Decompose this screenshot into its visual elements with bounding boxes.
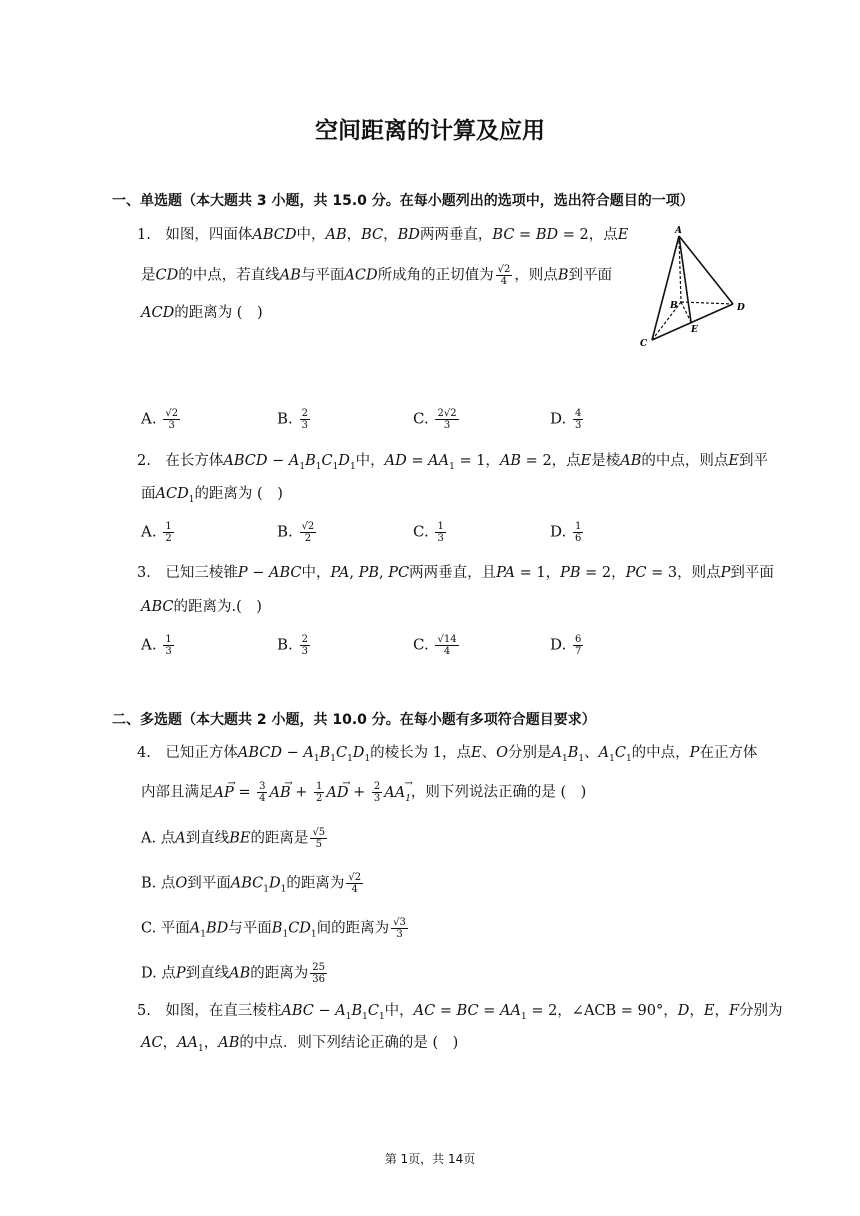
question-4-option-b[interactable]: B. 点O到平面$ABC_1D_1$的距离为 $\frac{√2}{4}$ bbox=[141, 872, 362, 895]
section-heading-single-choice: 一、单选题（本大题共 3 小题，共 15.0 分。在每小题列出的选项中，选出符合题目的一项） bbox=[112, 193, 694, 209]
question-4-line-2: 内部且满足→ AP = $\frac{3}{4}$ → AB + $\frac{1}{2}$ → AD + $\frac{2}{3}$ → $AA_1$，则下列说法正确的是 ( ) bbox=[141, 781, 586, 808]
question-2-option-d[interactable]: D. $\frac{1}{6}$ bbox=[550, 521, 582, 544]
page-footer: 第 1页，共 14页 bbox=[384, 1152, 476, 1166]
question-4-line-1: 4. 已知正方体ABCD − $A_1B_1C_1D_1$的棱长为 1，点E、O分别是$A_1B_1$、$A_1C_1$的中点，P在正方体 bbox=[137, 745, 758, 764]
question-5-line-2: AC，$AA_1$，AB的中点．则下列结论正确的是 ( ) bbox=[141, 1035, 459, 1054]
section-heading-multiple-choice: 二、多选题（本大题共 2 小题，共 10.0 分。在每小题有多项符合题目要求） bbox=[112, 712, 596, 728]
question-1-option-b[interactable]: B. $\frac{2}{3}$ bbox=[277, 408, 308, 431]
question-5-line-1: 5. 如图，在直三棱柱ABC − $A_1B_1C_1$中，AC = BC = $AA_1 = 2$，∠ACB = 90°，D，E，F分别为 bbox=[137, 1003, 783, 1022]
question-3-option-b[interactable]: B. $\frac{2}{3}$ bbox=[277, 634, 308, 657]
question-2-line-1: 2. 在长方体ABCD − $A_1B_1C_1D_1$中，AD = $AA_1 = 1$，AB = 2，点E是棱AB的中点，则点E到平 bbox=[137, 453, 768, 472]
question-1-line-1: 1. 如图，四面体ABCD中，AB，BC，BD两两垂直，BC = BD = 2，点E bbox=[137, 227, 629, 243]
svg-text:A: A bbox=[675, 226, 682, 236]
question-2-option-a[interactable]: A. $\frac{1}{2}$ bbox=[141, 521, 172, 544]
question-2-line-2: 面$ACD_1$的距离为 ( ) bbox=[141, 486, 283, 505]
question-3-line-2: ABC的距离为.( ) bbox=[141, 599, 262, 615]
svg-text:E: E bbox=[691, 325, 698, 335]
question-1-line-3: ACD的距离为 ( ) bbox=[141, 305, 263, 321]
question-2-option-c[interactable]: C. $\frac{1}{3}$ bbox=[413, 521, 444, 544]
question-4-option-c[interactable]: C. 平面$A_1BD$与平面$B_1CD_1$间的距离为 $\frac{√3}{3}$ bbox=[141, 917, 406, 940]
question-3-option-c[interactable]: C. $\frac{√14}{4}$ bbox=[413, 634, 457, 657]
svg-text:D: D bbox=[737, 303, 745, 313]
svg-text:B: B bbox=[670, 301, 678, 311]
question-3-option-a[interactable]: A. $\frac{1}{3}$ bbox=[141, 634, 172, 657]
question-3-line-1: 3. 已知三棱锥P − ABC中，PA, PB, PC两两垂直，且PA = 1，PB = 2，PC = 3，则点P到平面 bbox=[137, 565, 774, 581]
question-3-option-d[interactable]: D. $\frac{6}{7}$ bbox=[550, 634, 582, 657]
question-1-line-2: 是CD的中点，若直线AB与平面ACD所成角的正切值为 $\frac{√2}{4}$ ，则点B到平面 bbox=[141, 264, 612, 287]
tetrahedron-figure bbox=[636, 222, 756, 350]
question-1-option-a[interactable]: A. $\frac{√2}{3}$ bbox=[141, 408, 179, 431]
question-1-option-c[interactable]: C. $\frac{2√2}{3}$ bbox=[413, 408, 457, 431]
question-1-option-d[interactable]: D. $\frac{4}{3}$ bbox=[550, 408, 582, 431]
page-title: 空间距离的计算及应用 bbox=[315, 118, 545, 144]
question-4-option-a[interactable]: A. 点A到直线BE的距离是 $\frac{√5}{5}$ bbox=[141, 827, 326, 850]
question-4-option-d[interactable]: D. 点P到直线AB的距离为 $\frac{25}{36}$ bbox=[141, 962, 325, 985]
svg-text:C: C bbox=[640, 339, 648, 349]
question-2-option-b[interactable]: B. $\frac{√2}{2}$ bbox=[277, 521, 315, 544]
